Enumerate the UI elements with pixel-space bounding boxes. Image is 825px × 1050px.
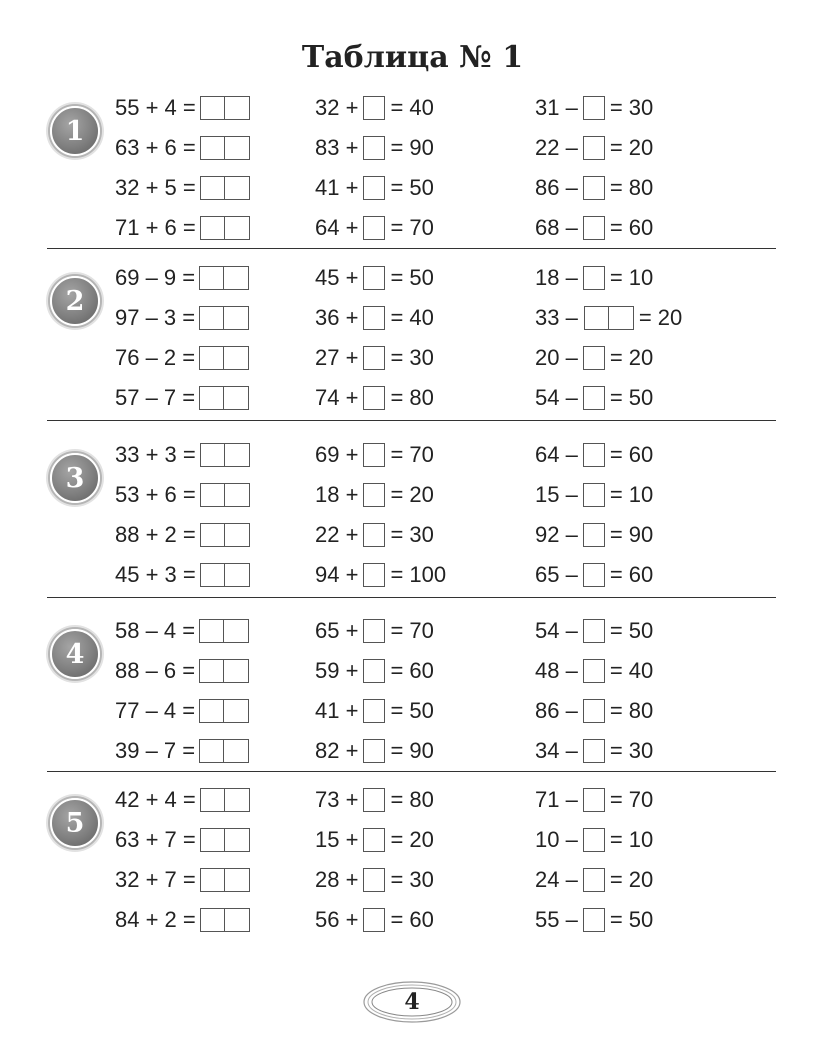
equation-left: 68 – — [535, 215, 578, 240]
equation-row — [535, 134, 653, 162]
equation-text: 32 + 7 = — [115, 867, 196, 892]
answer-box-double[interactable] — [199, 306, 249, 330]
equation-right: = 80 — [609, 698, 654, 723]
answer-box-double[interactable] — [199, 619, 249, 643]
answer-box[interactable] — [583, 908, 605, 932]
equation-right: = 90 — [390, 135, 434, 160]
equation-text: 76 – 2 = — [115, 345, 196, 370]
answer-box[interactable] — [583, 443, 605, 467]
equation-text: 58 – 4 = — [115, 618, 196, 643]
equation-row — [315, 561, 446, 589]
equation-left: 34 – — [535, 738, 578, 763]
equation-right: = 30 — [390, 522, 434, 547]
page-number-badge — [362, 980, 462, 1024]
answer-box-double[interactable] — [200, 908, 250, 932]
equation-left: 64 + — [315, 215, 359, 240]
equation-right: = 10 — [609, 265, 654, 290]
equation-row — [115, 866, 250, 894]
equation-row — [535, 441, 653, 469]
answer-box[interactable] — [363, 523, 385, 547]
equation-right: = 50 — [609, 385, 654, 410]
equation-right: = 80 — [609, 175, 654, 200]
answer-box-units[interactable] — [225, 483, 250, 507]
answer-box[interactable] — [363, 136, 385, 160]
equation-left: 94 + — [315, 562, 359, 587]
equation-left: 22 – — [535, 135, 578, 160]
answer-box-units[interactable] — [224, 306, 249, 330]
equation-row — [115, 906, 250, 934]
equation-text: 42 + 4 = — [115, 787, 196, 812]
equation-row — [315, 214, 434, 242]
equation-left: 64 – — [535, 442, 578, 467]
equation-left: 92 – — [535, 522, 578, 547]
answer-box-double[interactable] — [200, 483, 250, 507]
equation-left: 15 + — [315, 827, 359, 852]
equation-left: 71 – — [535, 787, 578, 812]
section-divider — [47, 771, 776, 772]
answer-box[interactable] — [583, 659, 605, 683]
section-number-badge: 4 — [50, 629, 100, 679]
answer-box[interactable] — [363, 483, 385, 507]
equation-row — [315, 481, 434, 509]
answer-box[interactable] — [583, 739, 605, 763]
equation-text: 88 – 6 = — [115, 658, 196, 683]
equation-right: = 70 — [609, 787, 654, 812]
answer-box[interactable] — [583, 346, 605, 370]
answer-box-double[interactable] — [199, 266, 249, 290]
equation-right: = 50 — [390, 265, 434, 290]
equation-row — [315, 521, 434, 549]
equation-right: = 70 — [390, 442, 434, 467]
equation-row — [115, 344, 249, 372]
answer-box-units[interactable] — [224, 266, 249, 290]
equation-left: 65 + — [315, 618, 359, 643]
answer-box[interactable] — [583, 216, 605, 240]
answer-box-tens[interactable] — [200, 176, 225, 200]
equation-row — [115, 264, 249, 292]
answer-box-tens[interactable] — [200, 868, 225, 892]
equation-row — [535, 344, 653, 372]
equation-right: = 70 — [390, 215, 434, 240]
answer-box-double[interactable] — [200, 176, 250, 200]
equation-right: = 20 — [638, 305, 683, 330]
answer-box-double[interactable] — [199, 386, 249, 410]
equation-right: = 10 — [609, 827, 654, 852]
answer-box-tens[interactable] — [199, 739, 224, 763]
equation-row — [535, 866, 653, 894]
equation-text: 71 + 6 = — [115, 215, 196, 240]
answer-box-units[interactable] — [225, 868, 250, 892]
equation-row — [315, 441, 434, 469]
equation-text: 57 – 7 = — [115, 385, 196, 410]
answer-box[interactable] — [583, 828, 605, 852]
answer-box[interactable] — [363, 306, 385, 330]
answer-box[interactable] — [363, 266, 385, 290]
equation-row — [535, 481, 653, 509]
answer-box-double[interactable] — [199, 699, 249, 723]
equation-right: = 20 — [609, 135, 654, 160]
equation-right: = 60 — [609, 442, 654, 467]
answer-box[interactable] — [363, 96, 385, 120]
equation-row — [115, 737, 249, 765]
equation-row — [535, 174, 653, 202]
answer-box-double[interactable] — [200, 868, 250, 892]
answer-box[interactable] — [583, 523, 605, 547]
equation-row — [315, 697, 434, 725]
equation-right: = 40 — [390, 95, 434, 120]
equation-text: 97 – 3 = — [115, 305, 196, 330]
equation-right: = 20 — [609, 867, 654, 892]
equation-row — [315, 617, 434, 645]
equation-row — [115, 826, 250, 854]
equation-right: = 60 — [609, 215, 654, 240]
answer-box[interactable] — [583, 699, 605, 723]
equation-row — [315, 826, 434, 854]
section-divider — [47, 248, 776, 249]
answer-box-tens[interactable] — [199, 619, 224, 643]
answer-box[interactable] — [363, 216, 385, 240]
answer-box-units[interactable] — [224, 619, 249, 643]
equation-right: = 30 — [390, 867, 434, 892]
equation-row — [315, 384, 434, 412]
equation-row — [535, 521, 653, 549]
answer-box-units[interactable] — [225, 788, 250, 812]
section-number-badge: 5 — [50, 798, 100, 848]
answer-box[interactable] — [583, 483, 605, 507]
equation-left: 36 + — [315, 305, 359, 330]
answer-box-double[interactable] — [200, 96, 250, 120]
equation-right: = 50 — [609, 907, 654, 932]
answer-box-tens[interactable] — [200, 908, 225, 932]
answer-box[interactable] — [363, 443, 385, 467]
equation-row — [535, 657, 653, 685]
equation-row — [535, 697, 653, 725]
equation-row — [535, 94, 653, 122]
equation-row — [315, 657, 434, 685]
equation-text: 33 + 3 = — [115, 442, 196, 467]
equation-row — [315, 304, 434, 332]
answer-box[interactable] — [363, 386, 385, 410]
equation-left: 32 + — [315, 95, 359, 120]
equation-left: 86 – — [535, 175, 578, 200]
answer-box-tens[interactable] — [200, 788, 225, 812]
equation-row — [315, 134, 434, 162]
equation-right: = 100 — [390, 562, 447, 587]
answer-box-units[interactable] — [224, 659, 249, 683]
equation-row — [315, 786, 434, 814]
equation-left: 22 + — [315, 522, 359, 547]
equation-left: 27 + — [315, 345, 359, 370]
answer-box-tens[interactable] — [200, 136, 225, 160]
equation-row — [115, 134, 250, 162]
answer-box-units[interactable] — [225, 908, 250, 932]
equation-right: = 30 — [609, 738, 654, 763]
equation-left: 55 – — [535, 907, 578, 932]
answer-box-units[interactable] — [225, 563, 250, 587]
equation-text: 88 + 2 = — [115, 522, 196, 547]
equation-left: 10 – — [535, 827, 578, 852]
equation-row — [115, 481, 250, 509]
equation-right: = 50 — [390, 175, 434, 200]
equation-left: 18 – — [535, 265, 578, 290]
answer-box-tens[interactable] — [200, 523, 225, 547]
answer-box[interactable] — [363, 659, 385, 683]
answer-box-units[interactable] — [225, 216, 250, 240]
equation-left: 54 – — [535, 618, 578, 643]
equation-left: 18 + — [315, 482, 359, 507]
answer-box[interactable] — [363, 176, 385, 200]
equation-right: = 70 — [390, 618, 434, 643]
answer-box-tens[interactable] — [199, 266, 224, 290]
equation-row — [115, 441, 250, 469]
section-number-badge: 2 — [50, 276, 100, 326]
equation-row — [315, 737, 434, 765]
answer-box[interactable] — [583, 868, 605, 892]
answer-box-double[interactable] — [199, 346, 249, 370]
equation-right: = 10 — [609, 482, 654, 507]
equation-row — [315, 174, 434, 202]
equation-row — [115, 786, 250, 814]
equation-left: 28 + — [315, 867, 359, 892]
answer-box-units[interactable] — [224, 699, 249, 723]
equation-right: = 60 — [390, 658, 434, 683]
equation-left: 74 + — [315, 385, 359, 410]
answer-box-double[interactable] — [584, 306, 634, 330]
equation-row — [115, 214, 250, 242]
equation-left: 24 – — [535, 867, 578, 892]
answer-box-tens[interactable] — [200, 216, 225, 240]
answer-box[interactable] — [363, 868, 385, 892]
equation-row — [315, 344, 434, 372]
answer-box-tens[interactable] — [200, 443, 225, 467]
answer-box[interactable] — [583, 788, 605, 812]
answer-box-tens[interactable] — [584, 306, 609, 330]
equation-right: = 90 — [390, 738, 434, 763]
answer-box-units[interactable] — [224, 739, 249, 763]
equation-right: = 80 — [390, 385, 434, 410]
answer-box-double[interactable] — [199, 739, 249, 763]
equation-left: 82 + — [315, 738, 359, 763]
equation-right: = 60 — [390, 907, 434, 932]
equation-left: 59 + — [315, 658, 359, 683]
equation-right: = 40 — [609, 658, 654, 683]
answer-box-units[interactable] — [225, 523, 250, 547]
equation-left: 86 – — [535, 698, 578, 723]
answer-box-units[interactable] — [225, 96, 250, 120]
answer-box-double[interactable] — [199, 659, 249, 683]
equation-text: 69 – 9 = — [115, 265, 196, 290]
answer-box[interactable] — [583, 619, 605, 643]
equation-row — [535, 384, 653, 412]
equation-text: 77 – 4 = — [115, 698, 196, 723]
equation-row — [315, 94, 434, 122]
answer-box-units[interactable] — [609, 306, 634, 330]
answer-box-double[interactable] — [200, 563, 250, 587]
equation-left: 73 + — [315, 787, 359, 812]
equation-right: = 20 — [609, 345, 654, 370]
equation-text: 45 + 3 = — [115, 562, 196, 587]
equation-left: 15 – — [535, 482, 578, 507]
answer-box[interactable] — [583, 266, 605, 290]
equation-row — [535, 826, 653, 854]
equation-row — [535, 561, 653, 589]
answer-box-tens[interactable] — [200, 563, 225, 587]
answer-box[interactable] — [583, 176, 605, 200]
answer-box-units[interactable] — [224, 346, 249, 370]
answer-box-double[interactable] — [200, 443, 250, 467]
equation-right: = 40 — [390, 305, 434, 330]
answer-box-tens[interactable] — [199, 386, 224, 410]
answer-box[interactable] — [583, 563, 605, 587]
equation-right: = 90 — [609, 522, 654, 547]
equation-right: = 60 — [609, 562, 654, 587]
equation-left: 56 + — [315, 907, 359, 932]
section-number-badge: 1 — [50, 106, 100, 156]
page-number: 4 — [404, 989, 420, 1015]
equation-left: 83 + — [315, 135, 359, 160]
equation-row — [115, 561, 250, 589]
answer-box-units[interactable] — [225, 176, 250, 200]
equation-row — [115, 657, 249, 685]
answer-box[interactable] — [363, 699, 385, 723]
equation-left: 48 – — [535, 658, 578, 683]
answer-box-tens[interactable] — [200, 96, 225, 120]
equation-text: 53 + 6 = — [115, 482, 196, 507]
equation-left: 33 – — [535, 305, 578, 330]
equation-text: 55 + 4 = — [115, 95, 196, 120]
answer-box[interactable] — [363, 788, 385, 812]
page-title: Таблица № 1 — [301, 40, 524, 75]
equation-row — [535, 737, 653, 765]
equation-left: 41 + — [315, 175, 359, 200]
equation-row — [535, 786, 653, 814]
answer-box-units[interactable] — [225, 828, 250, 852]
equation-row — [315, 264, 434, 292]
equation-text: 39 – 7 = — [115, 738, 196, 763]
answer-box-double[interactable] — [200, 788, 250, 812]
answer-box-double[interactable] — [200, 216, 250, 240]
equation-left: 41 + — [315, 698, 359, 723]
equation-text: 32 + 5 = — [115, 175, 196, 200]
section-number-badge: 3 — [50, 453, 100, 503]
section-divider — [47, 597, 776, 598]
answer-box-tens[interactable] — [200, 828, 225, 852]
answer-box-units[interactable] — [224, 386, 249, 410]
answer-box[interactable] — [583, 136, 605, 160]
equation-row — [115, 521, 250, 549]
equation-left: 31 – — [535, 95, 578, 120]
answer-box-units[interactable] — [225, 136, 250, 160]
answer-box-tens[interactable] — [199, 659, 224, 683]
equation-right: = 50 — [609, 618, 654, 643]
equation-row — [535, 304, 682, 332]
answer-box[interactable] — [363, 563, 385, 587]
answer-box-tens[interactable] — [199, 306, 224, 330]
equation-row — [535, 617, 653, 645]
equation-left: 69 + — [315, 442, 359, 467]
equation-right: = 80 — [390, 787, 434, 812]
equation-row — [535, 264, 653, 292]
answer-box[interactable] — [583, 386, 605, 410]
equation-right: = 20 — [390, 482, 434, 507]
answer-box[interactable] — [363, 908, 385, 932]
answer-box[interactable] — [363, 739, 385, 763]
answer-box[interactable] — [583, 96, 605, 120]
equation-row — [115, 94, 250, 122]
section-divider — [47, 420, 776, 421]
equation-left: 65 – — [535, 562, 578, 587]
answer-box-double[interactable] — [200, 828, 250, 852]
equation-row — [115, 304, 249, 332]
equation-right: = 20 — [390, 827, 434, 852]
equation-row — [115, 697, 249, 725]
equation-left: 20 – — [535, 345, 578, 370]
answer-box-tens[interactable] — [200, 483, 225, 507]
equation-left: 45 + — [315, 265, 359, 290]
answer-box-double[interactable] — [200, 523, 250, 547]
equation-text: 63 + 7 = — [115, 827, 196, 852]
answer-box-tens[interactable] — [199, 699, 224, 723]
answer-box-tens[interactable] — [199, 346, 224, 370]
equation-text: 84 + 2 = — [115, 907, 196, 932]
equation-text: 63 + 6 = — [115, 135, 196, 160]
equation-row — [315, 906, 434, 934]
equation-row — [115, 384, 249, 412]
equation-row — [535, 906, 653, 934]
equation-right: = 30 — [390, 345, 434, 370]
equation-row — [535, 214, 653, 242]
equation-right: = 50 — [390, 698, 434, 723]
answer-box-units[interactable] — [225, 443, 250, 467]
equation-row — [115, 617, 249, 645]
answer-box[interactable] — [363, 619, 385, 643]
answer-box[interactable] — [363, 828, 385, 852]
answer-box[interactable] — [363, 346, 385, 370]
equation-row — [115, 174, 250, 202]
equation-row — [315, 866, 434, 894]
equation-right: = 30 — [609, 95, 654, 120]
equation-left: 54 – — [535, 385, 578, 410]
answer-box-double[interactable] — [200, 136, 250, 160]
